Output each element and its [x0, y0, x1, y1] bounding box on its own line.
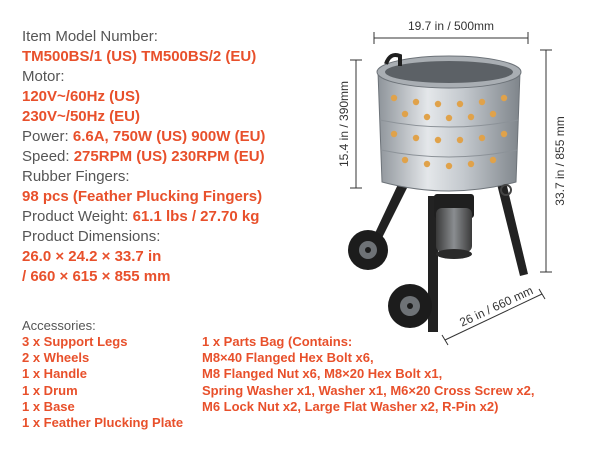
model-label: Item Model Number:	[22, 28, 158, 45]
top-width-label: 19.7 in / 500mm	[407, 19, 495, 33]
parts-bag-line: M6 Lock Nut x2, Large Flat Washer x2, R-Pin x2)	[202, 398, 499, 414]
drum-height-dimension	[337, 60, 362, 188]
parts-bag-line: Spring Washer x1, Washer x1, M6×20 Cross Screw x2,	[202, 382, 535, 398]
dimensions-label: Product Dimensions:	[22, 228, 161, 245]
accessory-item: 1 x Drum	[22, 382, 78, 398]
accessory-item: 1 x Handle	[22, 366, 88, 382]
total-height-label: 33.7 in / 855 mm	[553, 116, 567, 206]
speed-label: Speed:	[22, 148, 74, 165]
motor-eu-value: 230V~/50Hz (EU)	[22, 108, 140, 125]
wheel	[388, 284, 432, 328]
accessory-item: 1 x Feather Plucking Plate	[22, 415, 184, 431]
parts-bag-line: 1 x Parts Bag (Contains:	[202, 334, 353, 349]
weight-label: Product Weight:	[22, 208, 133, 225]
weight-value: 61.1 lbs / 27.70 kg	[132, 208, 260, 225]
top-width-dimension	[374, 19, 528, 44]
plucker-machine	[348, 55, 528, 332]
product-figure	[330, 10, 590, 350]
drum-height-label: 15.4 in / 390mm	[337, 80, 351, 168]
base-depth-dimension	[442, 283, 545, 345]
fingers-label: Rubber Fingers:	[22, 168, 130, 185]
motor-us-value: 120V~/60Hz (US)	[22, 88, 140, 105]
model-value: TM500BS/1 (US) TM500BS/2 (EU)	[22, 48, 257, 65]
speed-row	[22, 147, 265, 167]
weight-row	[22, 207, 259, 227]
wheel	[348, 230, 388, 270]
motor-label: Motor:	[22, 68, 65, 85]
dimensions-mm-value: / 660 × 615 × 855 mm	[22, 268, 171, 285]
parts-bag-line: M8×40 Flanged Hex Bolt x6,	[202, 350, 374, 366]
dimensions-in-value: 26.0 × 24.2 × 33.7 in	[22, 248, 162, 265]
accessories-title: Accessories:	[22, 318, 96, 333]
fingers-value: 98 pcs (Feather Plucking Fingers)	[22, 188, 263, 205]
accessory-item: 3 x Support Legs	[22, 334, 128, 349]
speed-value: 275RPM (US) 230RPM (EU)	[73, 148, 265, 165]
base-depth-label: 26 in / 660 mm	[457, 283, 536, 330]
power-value: 6.6A, 750W (US) 900W (EU)	[72, 128, 266, 145]
accessory-item: 1 x Base	[22, 398, 75, 414]
accessory-item: 2 x Wheels	[22, 350, 90, 366]
parts-bag-line: M8 Flanged Nut x6, M8×20 Hex Bolt x1,	[202, 366, 443, 382]
power-row	[22, 127, 265, 147]
total-height-dimension	[540, 50, 567, 272]
accessories-left-list	[22, 334, 183, 431]
power-label: Power:	[22, 128, 73, 145]
